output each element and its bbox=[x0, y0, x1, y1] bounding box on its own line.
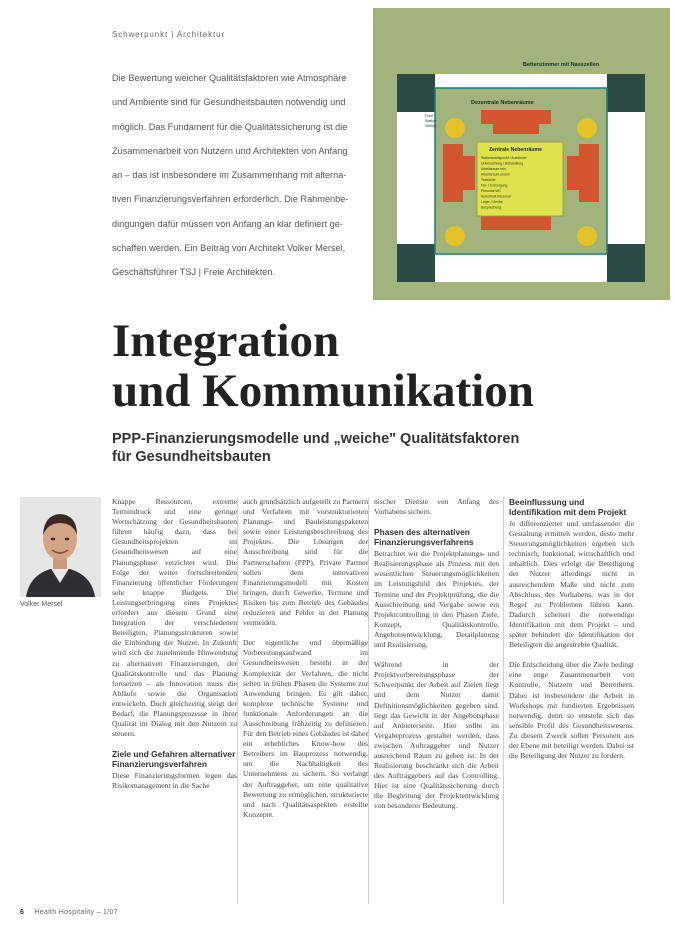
column-rule bbox=[237, 497, 238, 904]
lead-line: Zusammenarbeit von Nutzern und Architekten von Anfang bbox=[112, 145, 348, 156]
body-paragraph: Diese Finanzierungsformen legen das Risikomanagement in die Sache bbox=[112, 771, 237, 791]
circle-marker bbox=[445, 226, 465, 246]
article-column-3 bbox=[374, 497, 499, 892]
subheading-line: für Gesundheitsbauten bbox=[112, 449, 271, 465]
left-note: Zentral bbox=[425, 124, 437, 128]
body-paragraph: auch grundsätzlich aufgeteilt zu Partnern und Verfahren mit vorstrukturierten Planungs- und Bauleistungspaketen sowie einer Leistungsbeschreibung des Projektes. Die Lösungen der Ausschreibung sind für die Partnerschaften (PPP), Private Partner sollen dem innovativen Finanzierungsmodell mit Kosten bringen, durch Gewerke, Termine und Risiken bis zum Betrieb des Gebäudes reduzieren und Fehler in der Planung vermeiden. bbox=[243, 497, 368, 628]
body-paragraph: Der eigentliche und übermäßige Vorbereitungsaufwand im Gesundheitswesen besteht in der Komplexität der Verfahren, die nicht selten in frühen Phasen die Systeme zur Anwendung bringen. Es gilt daher, komplexe technische Systeme und funktionale Anforderungen an die Ausschreibung frühzeitig zu definieren. Für den Betrieb eines Gebäudes ist daher ein erhebliches Know-how des Betreibers im Bauprozess notwendig, um die Nachhaltigkeit des Unternehmens zu sichern. So verlangt der Auftraggeber, um eine qualitative Bewertung zu ermöglichen, strukturierte und nach Qualitätsaspekten erstellte Konzepte. bbox=[243, 638, 368, 819]
subheading-line: PPP-Finanzierungsmodelle und „weiche" Qualitätsfaktoren bbox=[112, 431, 520, 447]
column-rule bbox=[503, 497, 504, 904]
room-block bbox=[443, 144, 463, 202]
headline bbox=[112, 316, 534, 416]
circle-marker bbox=[577, 226, 597, 246]
room-block bbox=[481, 110, 551, 124]
lead-text bbox=[112, 66, 362, 285]
lead-line: tiven Finanzierungsverfahren erforderlich. Die Rahmenbe- bbox=[112, 194, 349, 205]
page-number: 6 bbox=[20, 909, 25, 916]
center-list-item: Besprechung bbox=[481, 205, 501, 210]
body-paragraph: Je differenzierter und umfassender die Gestaltung ermittelt werden, desto mehr Steuerungsmöglichkeiten ergeben sich technisch, funktional, wirtschaftlich und inhaltlich. Dies erfolgt die Beteiligung der Nutzer allerdings nicht in ausreichendem Maße und nicht zum Abschluss des Vorhabens, was in der Regel zu Problemen führen kann. Dadurch scheitert die notwendige Identifikation mit dem Projekt – und später behindert die Identifikation der Beteiligten die angestrebte Qualität. bbox=[509, 519, 634, 650]
lead-line: Die Bewertung weicher Qualitätsfaktoren wie Atmosphäre bbox=[112, 73, 347, 83]
author-portrait bbox=[20, 497, 101, 597]
corner-block bbox=[607, 244, 645, 282]
left-note: Flure bbox=[425, 114, 434, 118]
lead-line: dingungen dafür müssen von Anfang an klar definiert ge- bbox=[112, 218, 343, 229]
portrait-caption: Volker Mersel bbox=[20, 601, 63, 608]
room-block bbox=[579, 144, 599, 202]
center-list-item: Teeküche bbox=[481, 178, 496, 182]
footer-publication: Health Hospitality – 1/07 bbox=[34, 909, 118, 916]
headline-line: und Kommunikation bbox=[112, 365, 534, 417]
center-list-item: Ver- / Entsorgung bbox=[481, 183, 508, 188]
page-footer bbox=[20, 909, 118, 916]
left-note: Station bbox=[425, 119, 437, 123]
center-list-item: Untersuchung / Behandlung bbox=[481, 161, 524, 166]
article-column-1 bbox=[112, 497, 237, 902]
body-paragraph: Knappe Ressourcen, extreme Termindruck und eine geringe Wertschätzung der Gesundheitsbauten führen häufig dazu, dass bei Gesundheitsprojekten im Gesundheitswesen auf eine Planungsphase verzichtet wird. Die Folge der weiter fortschreitenden Finanzierung öffentlicher Förderungen sehr knappe Budgets. Die Leistungserbringung eines Projektes erfordert aus diesem Grund eine Integration der verschiedenen Beteiligten, Planungsstrukturen sowie die Einbindung der Nutzer. In Zukunft wird sich die zunehmende Hinwendung zu alternativen Finanzierungen, der Qualitätskontrolle und das Planung fortsetzen – als Innovation muss die Abläufe sowie die Organisation entwickeln. Doch gleichzeitig steigt der Bedarf, die Planungsprozesse in ihrer Qualität im Dialog mit den Nutzern zu steuern. bbox=[112, 497, 237, 739]
lead-line: Geschäftsführer TSJ | Freie Architekten. bbox=[112, 267, 276, 278]
label-dezentrale: Dezentrale Nebenräume bbox=[471, 100, 534, 106]
section-heading: Ziele und Gefahren alternativer Finanzierungsverfahren bbox=[112, 749, 236, 770]
lead-line: schaffen werden. Ein Beitrag von Architekt Volker Mersel, bbox=[112, 243, 346, 254]
section-heading: Beeinflussung und Identifikation mit dem Projekt bbox=[509, 497, 627, 517]
corner-block bbox=[397, 244, 435, 282]
column-rule bbox=[368, 497, 369, 904]
body-paragraph: Die Entscheidung über die Ziele bedingt eine enge Zusammenarbeit von Kontrolle, Nutzern und Betreibern. Dabei ist insbesondere die Arbeit in Workshops mit fundierten Ergebnissen notwendig, denn so entsteht sich das sensible Profil des Gesundheitswesens. Zu diesem Zweck sollen Personen aus der Ebene mit beteiligt werden. Dabei ist die Beteiligung der Nutzer zu fordern. bbox=[509, 660, 634, 761]
lead-line: möglich. Das Fundament für die Qualitätssicherung ist die bbox=[112, 121, 348, 132]
room-block bbox=[481, 216, 551, 230]
center-list-item: Lager / Geräte bbox=[481, 200, 503, 204]
corner-block bbox=[607, 74, 645, 112]
article-column-2 bbox=[243, 497, 368, 877]
center-list-item: Aufenthalt Personal bbox=[481, 194, 511, 199]
ward-layout-diagram bbox=[373, 8, 670, 300]
body-paragraph: nischer Dienste von Anfang des Vorhabens sichern. bbox=[374, 497, 499, 517]
lead-line: an – das ist insbesondere im Zusammenhang mit alterna- bbox=[112, 170, 347, 181]
headline-line: Integration bbox=[112, 315, 340, 367]
center-list-item: Arbeitsraum unrein bbox=[481, 172, 510, 177]
corner-block bbox=[397, 74, 435, 112]
label-zentrale: Zentrale Nebenräume bbox=[489, 147, 543, 153]
body-paragraph: Betrachtet wir die Projektplanungs- und Realisierungsphase als Prozess mit den wesentlichen Steuerungsmöglichkeiten im Leistungsbild des Projektes, der Termine und der Projektprüfung, die die Ausschreibung und Vergabe sowie ein Projektcontrolling in den Phasen Ziele, Konzept, Qualitätskontrolle, Angebotsentwicklung, Detailplanung und Realisierung. bbox=[374, 549, 499, 650]
circle-marker bbox=[577, 118, 597, 138]
room-block bbox=[567, 156, 579, 190]
section-label: Schwerpunkt | Architektur bbox=[112, 30, 226, 39]
center-list-item: Stationsstützpunkt / Arztdienst bbox=[481, 156, 527, 160]
center-list-item: Arbeitsraum rein bbox=[481, 167, 506, 171]
subheading bbox=[112, 430, 582, 466]
room-block bbox=[493, 124, 539, 134]
center-list-item: Personal WC bbox=[481, 189, 501, 193]
section-heading: Phasen des alternativen Finanzierungsverfahrens bbox=[374, 527, 474, 548]
circle-marker bbox=[445, 118, 465, 138]
body-paragraph: Während in der Projektvorbereitungsphase der Schwerpunkt der Arbeit auf Zielen liegt und dem Nutzer damit Definitionsmöglichkeiten gegeben sind, liegt das Gewicht in der Angebotsphase auf Anbieterseite. Hier sollte im Vergabeprozess gestaltet werden, dass zwischen Auftraggeber und Nutzer ausreichend Raum zu geben ist. In der Realisierung beschränkt sich die Arbeit des Auftraggebers auf das Controlling. Hier ist eine Qualitätssicherung durch die Begleitung der Projektentwicklung von besonderer Bedeutung. bbox=[374, 660, 499, 811]
room-block bbox=[463, 156, 475, 190]
article-column-4 bbox=[509, 497, 634, 902]
ward-layout-svg bbox=[373, 8, 670, 300]
label-bettenzimmer: Bettenzimmer mit Nasszellen bbox=[523, 62, 600, 68]
lead-line: und Ambiente sind für Gesundheitsbauten notwendig und bbox=[112, 97, 346, 108]
author-portrait-image bbox=[20, 497, 101, 597]
